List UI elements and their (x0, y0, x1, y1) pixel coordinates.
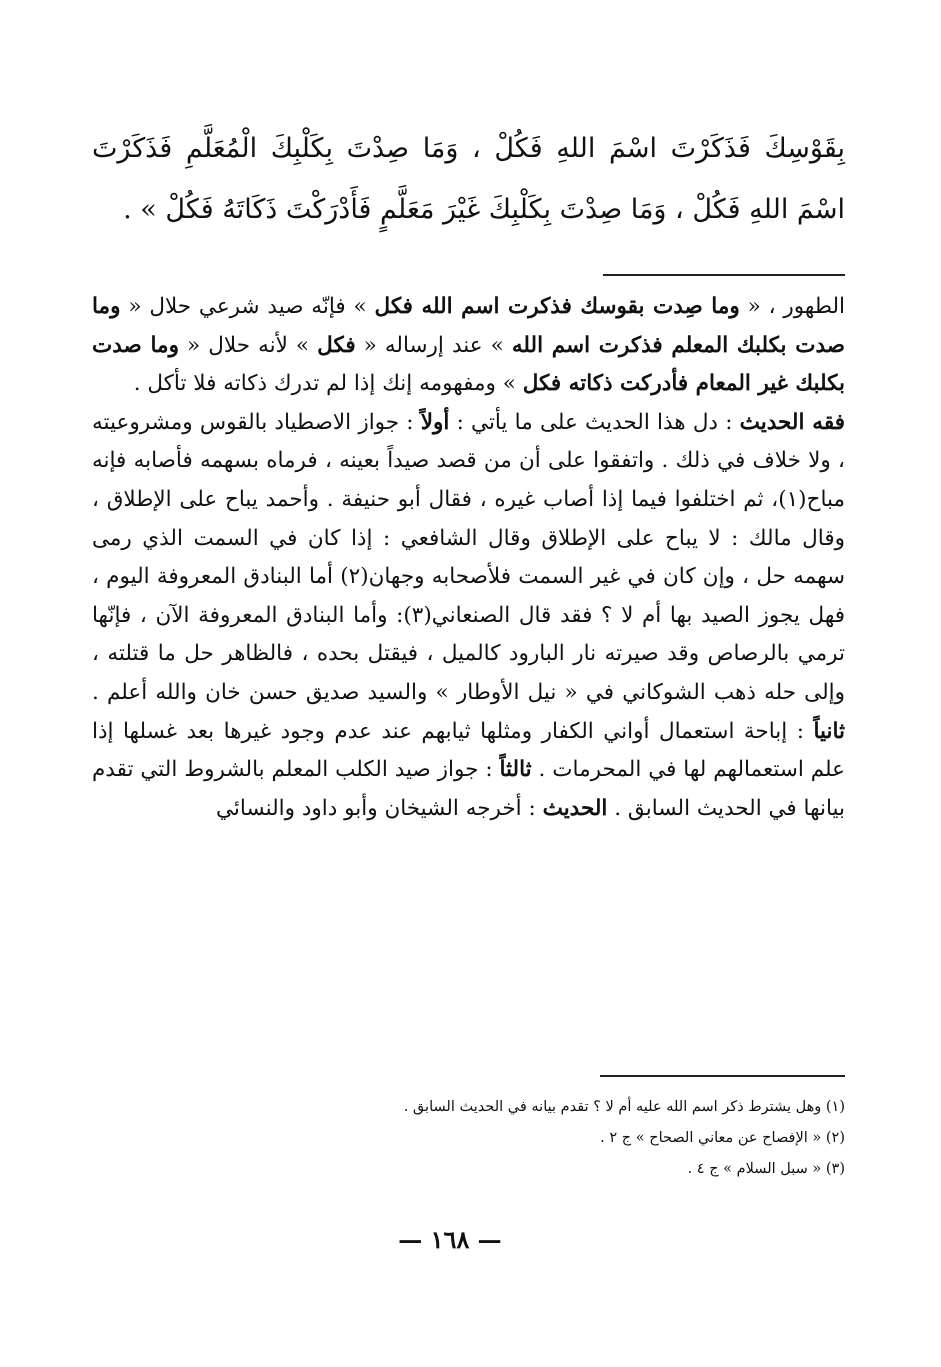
footnote-divider (600, 1075, 845, 1077)
text-run: : أخرجه الشيخان وأبو داود والنسائي (215, 795, 543, 821)
section-heading: الحديث (542, 795, 608, 821)
text-run: : وأما البنادق المعروفة الآن ، فإنّها ترمي بالرصاص وقد صيرته نار البارود كالميل ، فيقتل بحده ، فالظاهر حل ما قتلته ، وإلى حله ذهب الشوكاني في « نيل الأوطار » والسيد صديق حسن خان والله أعلم . (92, 602, 845, 705)
text-run: : جواز صيد الكلب المعلم بالشروط التي تقدم بيانها في الحديث السابق . (92, 757, 845, 821)
bold-quote: وما صدت بكلبك غير المعام فأدركت ذكاته فكل (92, 332, 845, 397)
bold-quote: وما صِدت بقوسك فذكرت اسم الله فكل (374, 294, 740, 319)
commentary-paragraph-1 (92, 288, 845, 404)
point-heading: ثالثاً (499, 757, 532, 783)
text-run: : جواز الاصطياد بالقوس ومشروعيته ، ولا خلاف في ذلك . واتفقوا على أن من قصد صيداً بعينه ، فرماه بسهمه فأصابه فإنه مباح (92, 409, 845, 512)
page-number: — ١٦٨ — (398, 1225, 502, 1254)
footnote-2: (٢) « الإفصاح عن معاني الصحاح » ج ٢ . (600, 1130, 845, 1146)
footnote-1: (١) وهل يشترط ذكر اسم الله عليه أم لا ؟ تقدم بيانه في الحديث السابق . (403, 1099, 845, 1115)
footnotes (200, 1092, 845, 1185)
text-run: » لأنه حلال « (178, 332, 318, 358)
point-heading: أولاً (420, 409, 450, 435)
hadith-text-block (92, 118, 845, 240)
text-run: » عند إرساله « (355, 332, 512, 358)
footnote-ref: (٣) (403, 602, 432, 628)
bold-quote: فكل (317, 332, 356, 358)
text-run: : دل هذا الحديث على ما يأتي : (449, 409, 740, 435)
commentary-paragraph-2 (92, 404, 845, 829)
footnote-3: (٣) « سبل السلام » ج ٤ . (687, 1161, 845, 1177)
footnote-ref: (١) (778, 486, 807, 512)
section-heading: فقه الحديث (739, 409, 845, 435)
hadith-text: بِقَوْسِكَ فَذَكَرْتَ اسْمَ اللهِ فَكُلْ ، وَمَا صِدْتَ بِكَلْبِكَ الْمُعَلَّمِ فَذَكَرْتَ اسْمَ اللهِ فَكُلْ ، وَمَا صِدْتَ بِكَلْبِكَ غَيْرَ مَعَلَّمٍ فَأَدْرَكْتَ ذَكَاتَهُ فَكُلْ » . (92, 133, 845, 225)
text-run: الطهور ، « (739, 294, 845, 319)
footnote-ref: (٢) (340, 564, 369, 590)
text-run: : إباحة استعمال أواني الكفار ومثلها ثيابهم عند عدم وجود غيرها بعد غسلها إذا علم استعمالهم لها في المحرمات . (92, 718, 845, 783)
text-run: » ومفهومه إنك إذا لم تدرك ذكاته فلا تأكل . (133, 371, 523, 397)
bold-quote: وما صدت بكلبك المعلم فذكرت اسم الله (92, 294, 845, 358)
section-divider (603, 274, 845, 276)
text-run: أما البنادق المعروفة اليوم ، فهل يجوز الصيد بها أم لا ؟ فقد قال الصنعاني (92, 564, 846, 628)
text-run: » فإنّه صيد شرعي حلال « (120, 294, 375, 319)
text-run: ، ثم اختلفوا فيما إذا أصاب غيره ، فقال أبو حنيفة . وأحمد يباح على الإطلاق ، وقال مالك : لا يباح على الإطلاق وقال الشافعي : إذا كان في السمت الذي رمى سهمه حل ، وإن كان في غير السمت فلأصحابه وجهان (92, 486, 845, 590)
point-heading: ثانياً (813, 718, 845, 744)
commentary-block (92, 288, 845, 828)
